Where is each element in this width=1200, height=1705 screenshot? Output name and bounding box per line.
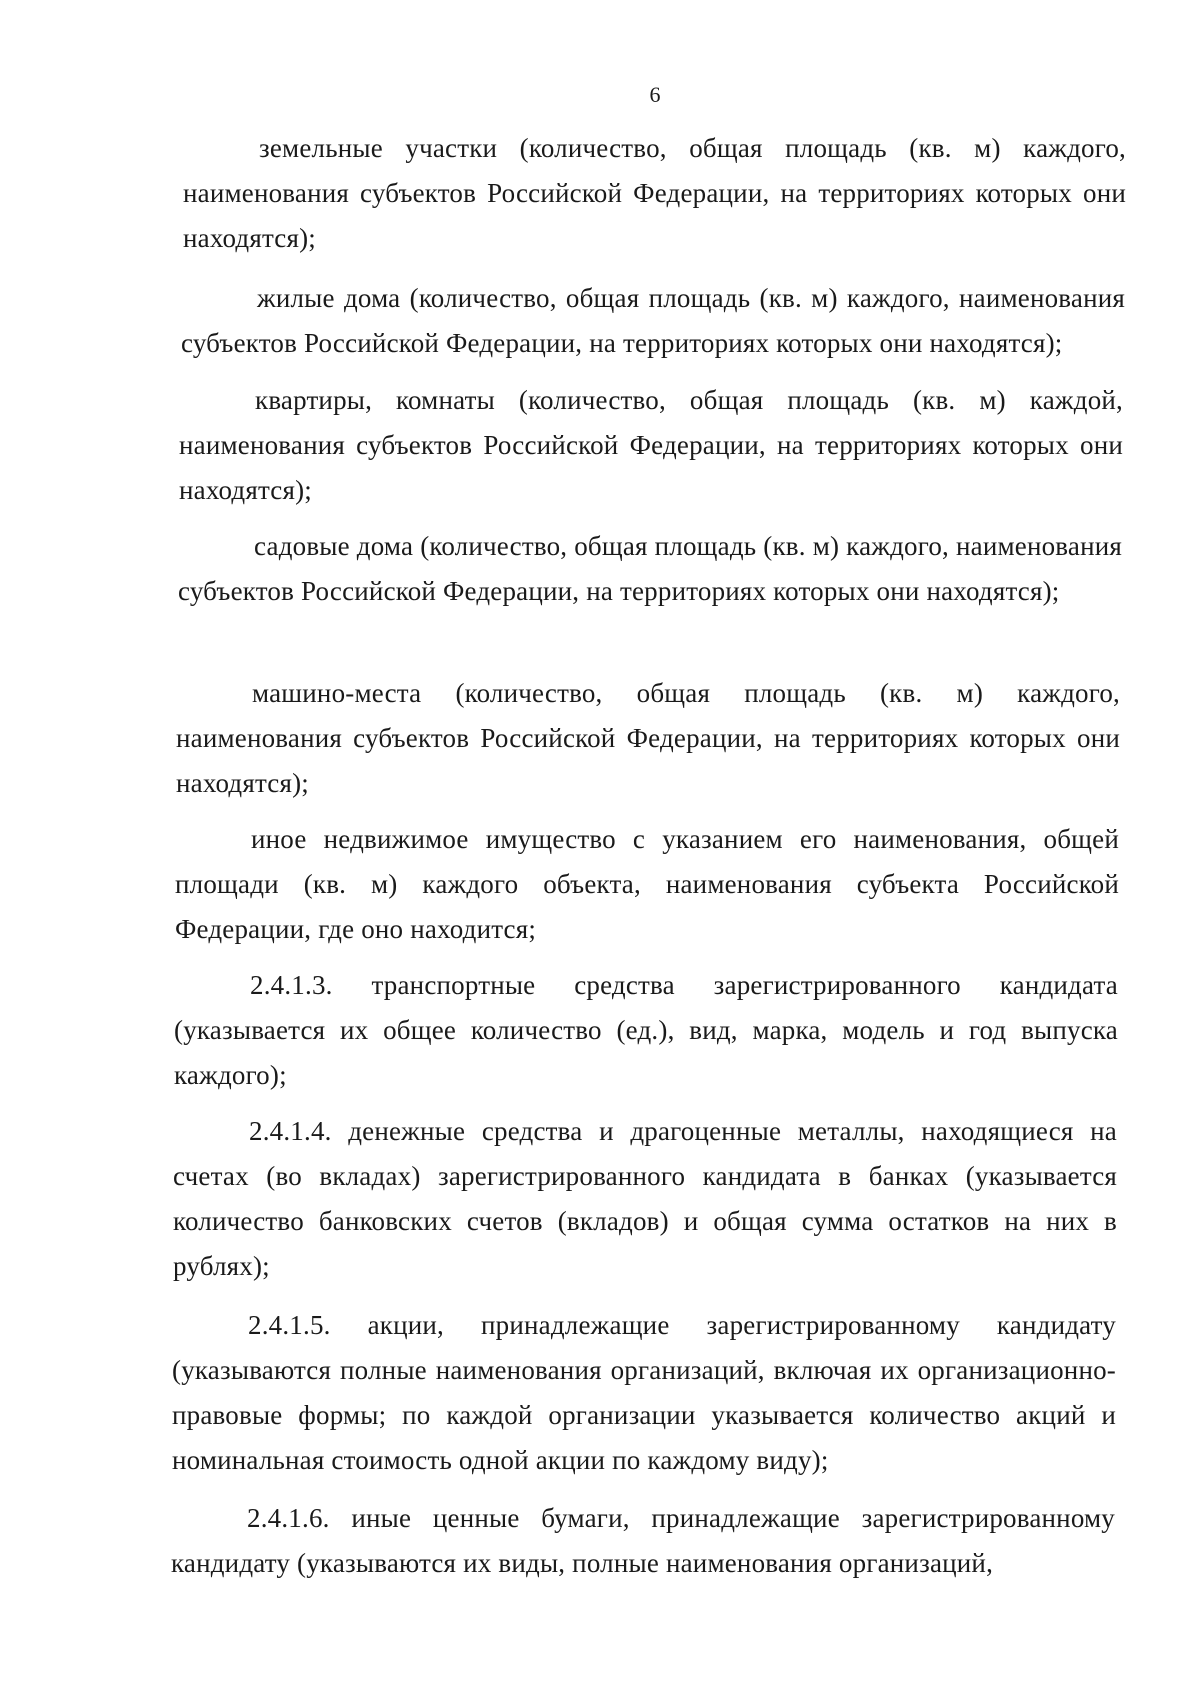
paragraph-residential-houses: жилые дома (количество, общая площадь (кв. м) каждого, наименования субъектов Российской Федерации, на территориях которых они находятся); xyxy=(181,283,1125,358)
page-number: 6 xyxy=(649,82,661,107)
paragraph-bank-funds: 2.4.1.4. денежные средства и драгоценные металлы, находящиеся на счетах (во вкладах) зарегистрированного кандидата в банках (указывается количество банковских счетов (вкладов) и общая сумма остатков на них в рублях); xyxy=(173,1116,1117,1281)
paragraph-apartments-rooms: квартиры, комнаты (количество, общая площадь (кв. м) каждой, наименования субъектов Российской Федерации, на территориях которых они находятся); xyxy=(179,385,1123,505)
paragraph-other-securities: 2.4.1.6. иные ценные бумаги, принадлежащие зарегистрированному кандидату (указываются их виды, полные наименования организаций, xyxy=(171,1503,1115,1578)
paragraph-vehicles: 2.4.1.3. транспортные средства зарегистрированного кандидата (указывается их общее количество (ед.), вид, марка, модель и год выпуска каждого); xyxy=(174,970,1118,1090)
paragraph-land-plots: земельные участки (количество, общая площадь (кв. м) каждого, наименования субъектов Российской Федерации, на территориях которых они находятся); xyxy=(183,133,1126,253)
paragraph-parking-spaces: машино-места (количество, общая площадь (кв. м) каждого, наименования субъектов Российской Федерации, на территориях которых они находятся); xyxy=(176,678,1120,798)
paragraph-shares: 2.4.1.5. акции, принадлежащие зарегистрированному кандидату (указываются полные наименования организаций, включая их организационно-правовые формы; по каждой организации указывается количество акций и номинальная стоимость одной акции по каждому виду); xyxy=(172,1310,1116,1475)
paragraph-garden-houses: садовые дома (количество, общая площадь (кв. м) каждого, наименования субъектов Российской Федерации, на территориях которых они находятся); xyxy=(178,531,1122,606)
paragraph-other-real-estate: иное недвижимое имущество с указанием его наименования, общей площади (кв. м) каждого объекта, наименования субъекта Российской Федерации, где оно находится; xyxy=(175,824,1119,944)
